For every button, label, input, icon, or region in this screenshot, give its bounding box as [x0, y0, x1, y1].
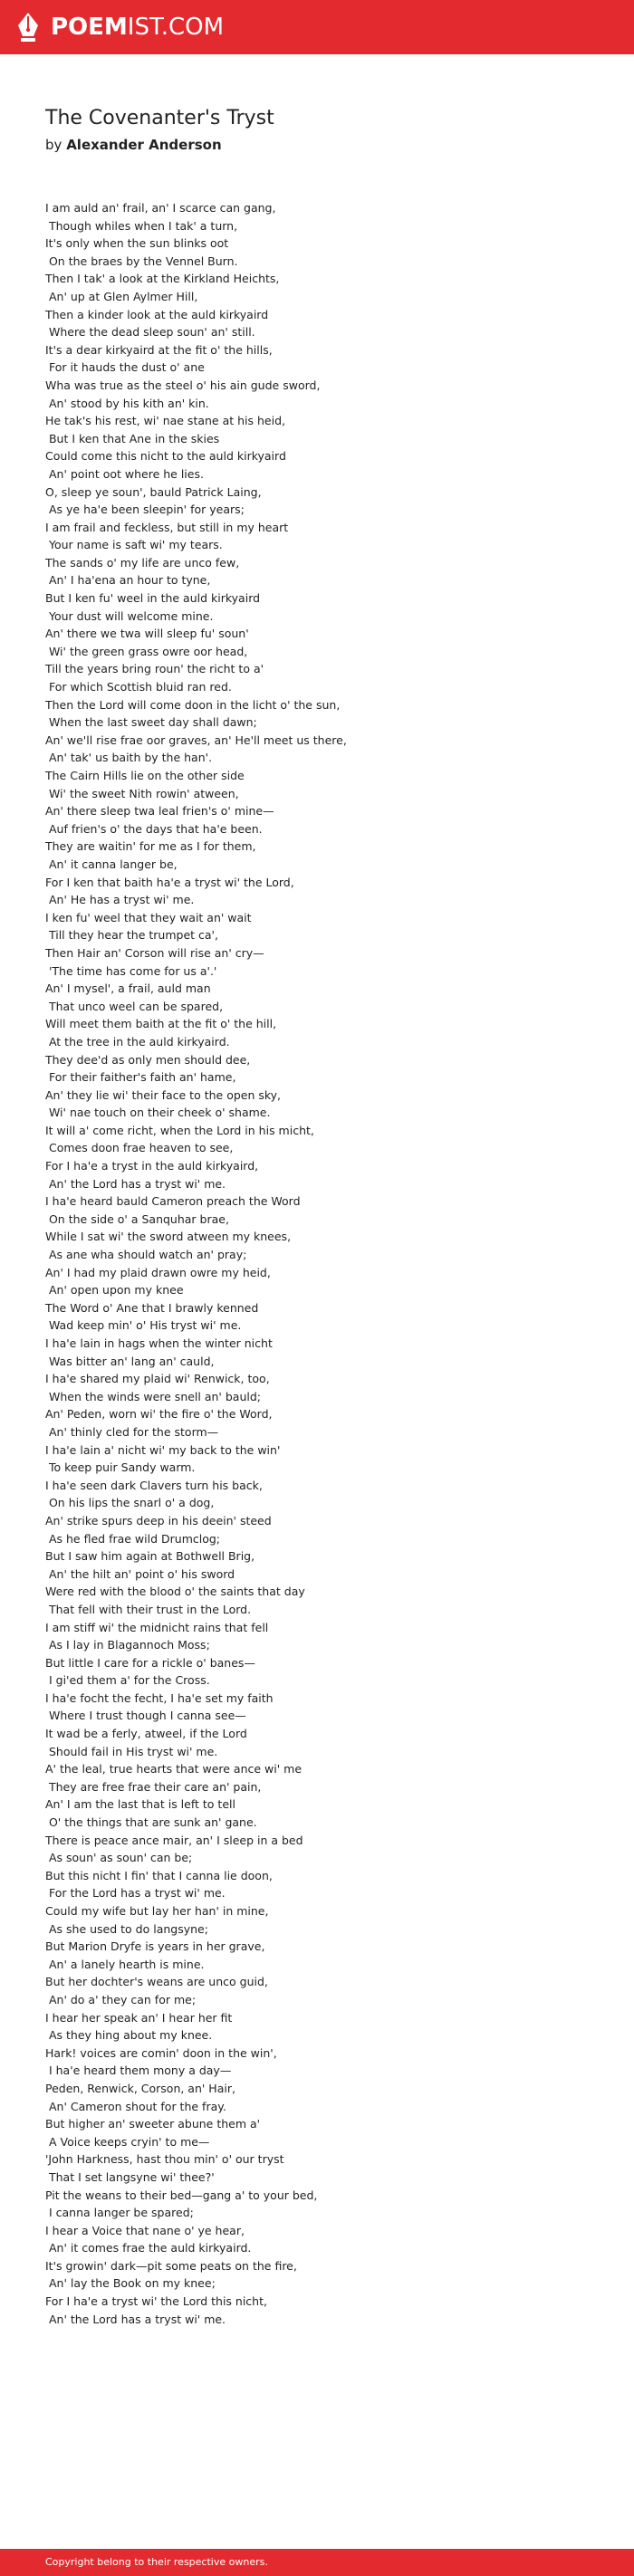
poem-line: An' I had my plaid drawn owre my heid,: [45, 1265, 271, 1279]
poem-line: An' we'll rise frae oor graves, an' He'll meet us there,: [45, 733, 347, 747]
logo-text-light: IST.COM: [127, 14, 225, 41]
poem-line: For it hauds the dust o' ane: [45, 360, 205, 375]
poem-line: 'John Harkness, hast thou min' o' our tryst: [45, 2152, 284, 2167]
site-logo-text: [51, 11, 224, 43]
poem-line: He tak's his rest, wi' nae stane at his heid,: [45, 414, 286, 428]
poem-line: An' thinly cled for the storm—: [45, 1424, 219, 1439]
poem-line: There is peace ance mair, an' I sleep in a bed: [45, 1833, 303, 1847]
poem-line: An' strike spurs deep in his deein' steed: [45, 1513, 272, 1527]
poem-line: An' there we twa will sleep fu' soun': [45, 627, 249, 641]
poem-line: Though whiles when I tak' a turn,: [45, 218, 238, 233]
poem-line: I ha'e shared my plaid wi' Renwick, too,: [45, 1372, 270, 1386]
poem-line: Hark! voices are comin' doon in the win',: [45, 2045, 277, 2060]
site-header: [0, 0, 634, 54]
poem-line: It's only when the sun blinks oot: [45, 236, 229, 251]
poem-line: For their faither's faith an' hame,: [45, 1070, 236, 1085]
poem-line: An' it canna langer be,: [45, 857, 178, 871]
poem-line: An' He has a tryst wi' me.: [45, 893, 195, 907]
poem-line: That I set langsyne wi' thee?': [45, 2169, 215, 2184]
poem-line: But her dochter's weans are unco guid,: [45, 1975, 268, 1989]
poem-line: An' there sleep twa leal frien's o' mine—: [45, 804, 274, 819]
poem-line: An' do a' they can for me;: [45, 1992, 197, 2006]
poem-line: I ha'e focht the fecht, I ha'e set my faith: [45, 1690, 274, 1705]
poem-line: As ane wha should watch an' pray;: [45, 1248, 247, 1262]
poem-line: An' they lie wi' their face to the open sky,: [45, 1087, 282, 1102]
poem-line: Where the dead sleep soun' an' still.: [45, 325, 255, 340]
poem-line: They are free frae their care an' pain,: [45, 1779, 262, 1794]
poem-line: Your name is saft wi' my tears.: [45, 538, 223, 552]
poem-line: Wi' the green grass owre oor head,: [45, 644, 248, 658]
poem-line: As he fled frae wild Drumclog;: [45, 1531, 221, 1546]
poem-body: [45, 199, 598, 2328]
poem-line: Comes doon frae heaven to see,: [45, 1141, 234, 1155]
site-logo-link[interactable]: [16, 11, 224, 43]
poem-line: Wha was true as the steel o' his ain gude sword,: [45, 378, 321, 392]
poem-line: For I ken that baith ha'e a tryst wi' the Lord,: [45, 875, 294, 889]
poem-line: Were red with the blood o' the saints that day: [45, 1585, 305, 1599]
poem-line: Where I trust though I canna see—: [45, 1709, 246, 1723]
poem-line: It's a dear kirkyaird at the fit o' the hills,: [45, 342, 273, 357]
poem-line: I hear a Voice that nane o' ye hear,: [45, 2223, 245, 2237]
poem-line: As ye ha'e been sleepin' for years;: [45, 503, 245, 517]
poem-line: As I lay in Blagannoch Moss;: [45, 1638, 210, 1652]
poem-line: I am stiff wi' the midnicht rains that fell: [45, 1620, 269, 1634]
poem-line: O, sleep ye soun', bauld Patrick Laing,: [45, 484, 262, 499]
poem-line: An' I ha'ena an hour to tyne,: [45, 573, 211, 588]
poem-line: That fell with their trust in the Lord.: [45, 1602, 252, 1616]
poem-line: But higher an' sweeter abune them a': [45, 2117, 261, 2131]
poem-line: An' I am the last that is left to tell: [45, 1797, 235, 1812]
poem-line: They are waitin' for me as I for them,: [45, 839, 256, 854]
poem-line: Then Hair an' Corson will rise an' cry—: [45, 945, 264, 960]
poem-line: On the braes by the Vennel Burn.: [45, 254, 238, 268]
poem-line: Till the years bring roun' the richt to a': [45, 662, 264, 676]
poem-line: But this nicht I fin' that I canna lie doon,: [45, 1868, 273, 1882]
poem-line: As she used to do langsyne;: [45, 1921, 208, 1936]
poem-line: Will meet them baith at the fit o' the hill,: [45, 1017, 277, 1031]
poem-line: I ha'e heard bauld Cameron preach the Word: [45, 1194, 301, 1209]
poem-line: It will a' come richt, when the Lord in his micht,: [45, 1123, 314, 1137]
poem-line: Could my wife but lay her han' in mine,: [45, 1904, 269, 1918]
poem-line: But I ken fu' weel in the auld kirkyaird: [45, 591, 261, 606]
poem-line: An' a lanely hearth is mine.: [45, 1957, 205, 1971]
poem-line: The sands o' my life are unco few,: [45, 555, 240, 570]
poem-line: I canna langer be spared;: [45, 2206, 194, 2220]
poem-line: I ha'e heard them mony a day—: [45, 2064, 232, 2078]
fountain-pen-nib-icon: [16, 12, 40, 43]
poem-line: But Marion Dryfe is years in her grave,: [45, 1939, 265, 1954]
poem-line: For the Lord has a tryst wi' me.: [45, 1886, 226, 1901]
poem-line: An' the Lord has a tryst wi' me.: [45, 1176, 226, 1191]
poem-line: I ha'e seen dark Clavers turn his back,: [45, 1478, 263, 1492]
poem-line: That unco weel can be spared,: [45, 999, 224, 1013]
poem-line: I hear her speak an' I hear her fit: [45, 2010, 233, 2025]
poem-line: Was bitter an' lang an' cauld,: [45, 1354, 215, 1368]
poem-line: I am auld an' frail, an' I scarce can gang,: [45, 201, 276, 215]
poem-line: Your dust will welcome mine.: [45, 608, 214, 623]
poem-line: When the last sweet day shall dawn;: [45, 715, 257, 730]
poem-line: Pit the weans to their bed—gang a' to your bed,: [45, 2188, 318, 2202]
poem-line: For I ha'e a tryst in the auld kirkyaird,: [45, 1159, 259, 1173]
poem-line: Wi' nae touch on their cheek o' shame.: [45, 1106, 271, 1120]
footer-copyright: Copyright belong to their respective owners.: [45, 2556, 268, 2568]
poem-line: Till they hear the trumpet ca',: [45, 928, 218, 943]
poem-line: The Cairn Hills lie on the other side: [45, 769, 245, 782]
poem-line: Auf frien's o' the days that ha'e been.: [45, 821, 263, 836]
poem-line: Then I tak' a look at the Kirkland Heichts,: [45, 272, 280, 286]
poem-content: [45, 107, 598, 2328]
poem-title: The Covenanter's Tryst: [45, 107, 274, 129]
poem-line: They dee'd as only men should dee,: [45, 1052, 251, 1067]
logo-text-bold: POEM: [51, 14, 128, 41]
poem-line: A' the leal, true hearts that were ance wi' me: [45, 1762, 303, 1776]
poem-line: O' the things that are sunk an' gane.: [45, 1815, 257, 1830]
poem-line: At the tree in the auld kirkyaird.: [45, 1034, 230, 1049]
byline-by-label: by: [45, 137, 62, 153]
poem-line: I gi'ed them a' for the Cross.: [45, 1673, 210, 1688]
poem-line: I ha'e lain a' nicht wi' my back to the win': [45, 1442, 281, 1457]
poem-line: I ha'e lain in hags when the winter nicht: [45, 1336, 273, 1350]
poem-line: It wad be a ferly, atweel, if the Lord: [45, 1727, 247, 1741]
poem-line: Wi' the sweet Nith rowin' atween,: [45, 786, 239, 800]
poem-line: As soun' as soun' can be;: [45, 1851, 193, 1865]
poem-line: I ken fu' weel that they wait an' wait: [45, 910, 252, 924]
poem-line: For which Scottish bluid ran red.: [45, 680, 232, 694]
poem-line: An' tak' us baith by the han'.: [45, 751, 213, 765]
poem-line: An' I mysel', a frail, auld man: [45, 982, 211, 996]
poem-line: Peden, Renwick, Corson, an' Hair,: [45, 2081, 235, 2095]
poem-line: On the side o' a Sanquhar brae,: [45, 1211, 229, 1226]
poem-line: When the winds were snell an' bauld;: [45, 1389, 261, 1403]
poem-line: An' the hilt an' point o' his sword: [45, 1566, 235, 1581]
poem-line: I am frail and feckless, but still in my heart: [45, 520, 289, 534]
poem-line: Then the Lord will come doon in the licht o' the sun,: [45, 697, 341, 712]
poem-line: But I ken that Ane in the skies: [45, 431, 220, 445]
poem-byline: [45, 136, 598, 154]
poem-line: An' open upon my knee: [45, 1283, 184, 1298]
poem-line: An' lay the Book on my knee;: [45, 2276, 216, 2291]
poem-line: But I saw him again at Bothwell Brig,: [45, 1549, 255, 1564]
poem-line: Should fail in His tryst wi' me.: [45, 1744, 218, 1758]
poem-author-link[interactable]: Alexander Anderson: [66, 137, 222, 153]
poem-line: An' up at Glen Aylmer Hill,: [45, 289, 198, 303]
poem-line: A Voice keeps cryin' to me—: [45, 2134, 210, 2149]
poem-line: Could come this nicht to the auld kirkyaird: [45, 449, 286, 464]
poem-line: But little I care for a rickle o' banes—: [45, 1655, 255, 1670]
poem-line: Then a kinder look at the auld kirkyaird: [45, 307, 269, 321]
poem-line: While I sat wi' the sword atween my knees,: [45, 1230, 292, 1244]
poem-line: It's growin' dark—pit some peats on the fire,: [45, 2258, 297, 2273]
poem-line: An' Peden, worn wi' the fire o' the Word,: [45, 1407, 273, 1422]
poem-line: An' stood by his kith an' kin.: [45, 396, 209, 410]
poem-line: To keep puir Sandy warm.: [45, 1460, 196, 1475]
poem-line: An' it comes frae the auld kirkyaird.: [45, 2241, 252, 2255]
poem-line: An' point oot where he lies.: [45, 466, 204, 481]
poem-line: For I ha'e a tryst wi' the Lord this nicht,: [45, 2294, 267, 2309]
poem-line: The Word o' Ane that I brawly kenned: [45, 1300, 259, 1315]
poem-line: As they hing about my knee.: [45, 2028, 213, 2043]
poem-line: An' the Lord has a tryst wi' me.: [45, 2312, 226, 2326]
poem-line: 'The time has come for us a'.': [45, 963, 217, 978]
poem-line: On his lips the snarl o' a dog,: [45, 1496, 215, 1510]
site-footer: [0, 2549, 634, 2576]
poem-line: An' Cameron shout for the fray.: [45, 2099, 226, 2113]
poem-line: Wad keep min' o' His tryst wi' me.: [45, 1318, 242, 1333]
